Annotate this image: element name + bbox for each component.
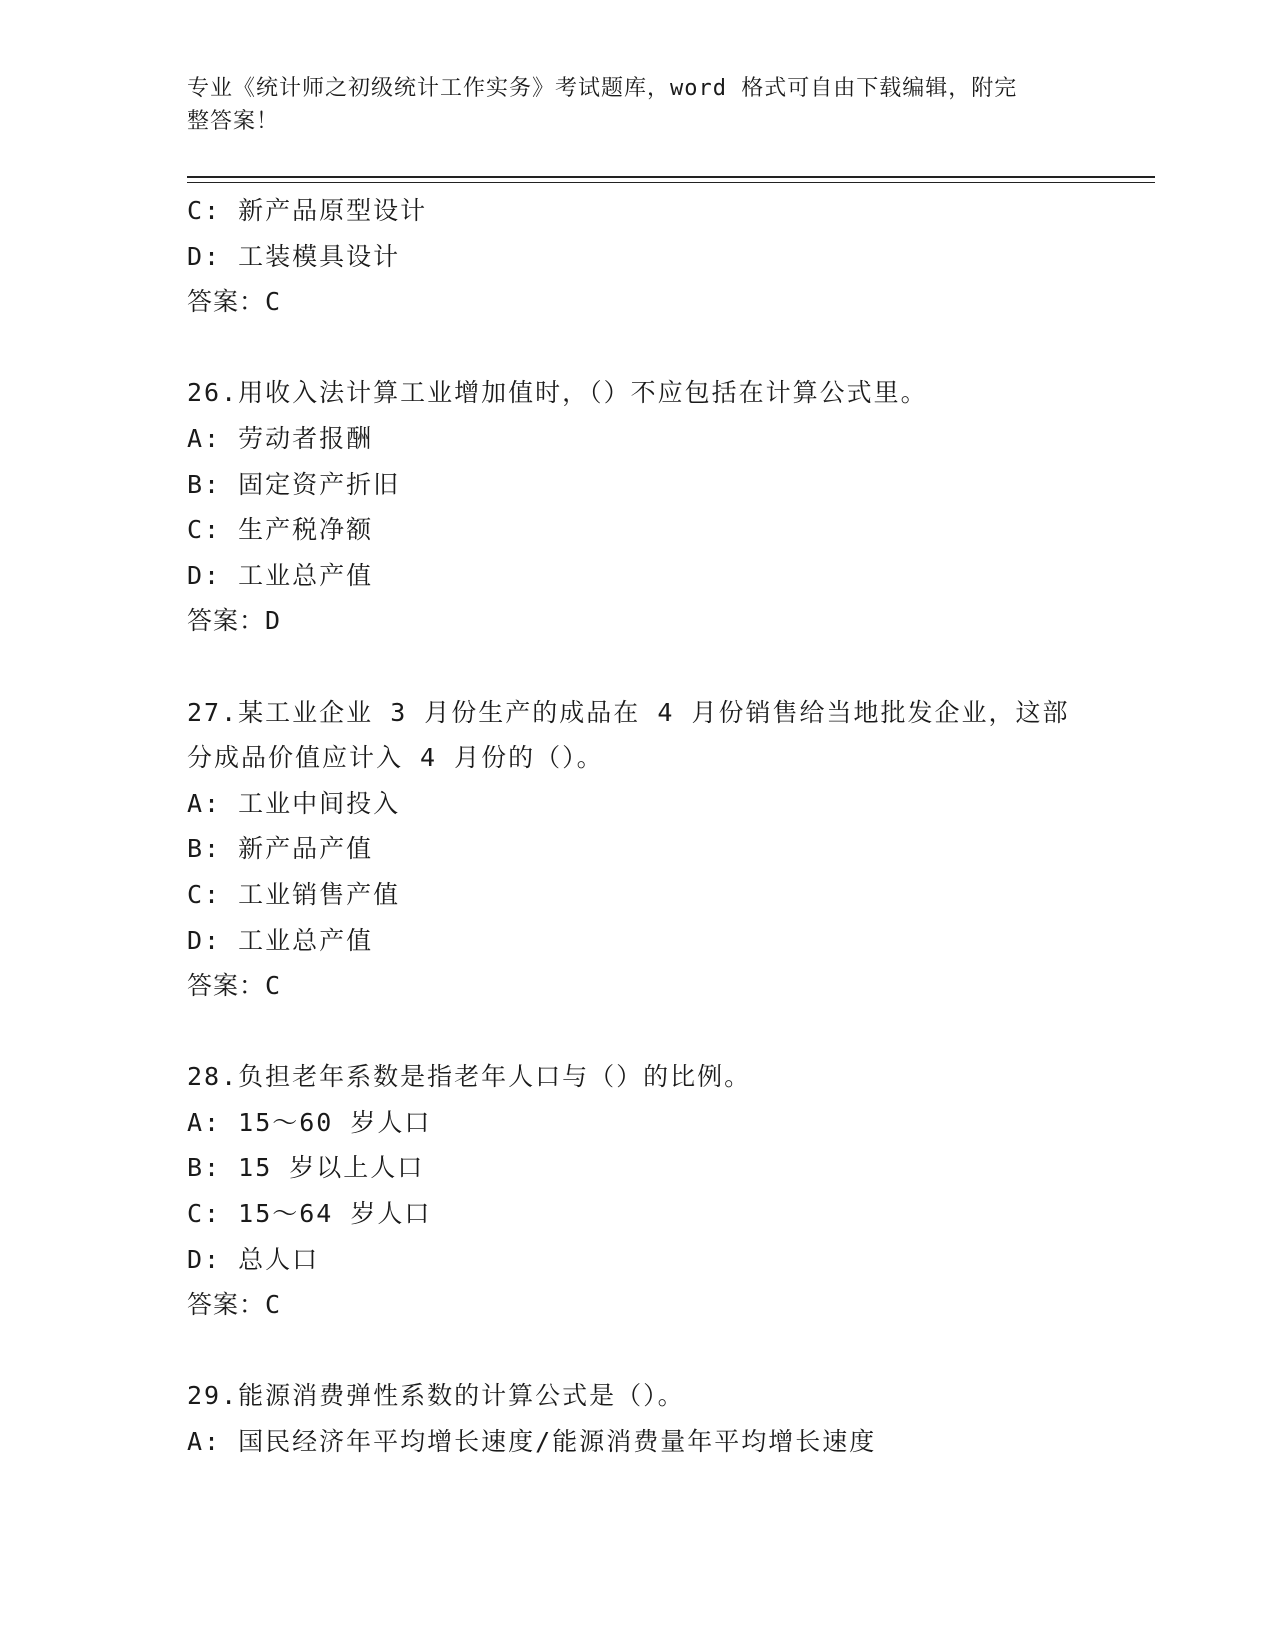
question-stem-line-1: 27.某工业企业 3 月份生产的成品在 4 月份销售给当地批发企业，这部 [187, 697, 1070, 727]
answer-line [187, 1282, 1147, 1328]
question-list [187, 188, 1147, 1465]
answer-label: 答案： [187, 971, 266, 1001]
option-b: B: 固定资产折旧 [187, 469, 401, 499]
question-26 [187, 370, 1147, 644]
answer-line [187, 598, 1147, 644]
option-d: D: 总人口 [187, 1244, 320, 1274]
answer-label: 答案： [187, 606, 266, 636]
option-d: D: 工业总产值 [187, 560, 374, 590]
option-d: D: 工装模具设计 [187, 241, 401, 271]
option-b: B: 新产品产值 [187, 834, 374, 864]
header-line-2: 整答案！ [187, 109, 280, 134]
option-d: D: 工业总产值 [187, 925, 374, 955]
answer-label: 答案： [187, 1290, 266, 1320]
answer-value: C [265, 287, 282, 317]
question-stem: 28.负担老年系数是指老年人口与（）的比例。 [187, 1062, 752, 1092]
question-stem-line-2: 分成品价值应计入 4 月份的（）。 [187, 743, 604, 773]
question-27 [187, 690, 1147, 1009]
option-a: A: 工业中间投入 [187, 788, 401, 818]
question-29 [187, 1373, 1147, 1464]
answer-value: D [265, 606, 282, 636]
question-stem: 29.能源消费弹性系数的计算公式是（）。 [187, 1381, 685, 1411]
document-header [187, 72, 1067, 138]
answer-line [187, 963, 1147, 1009]
answer-line [187, 279, 1147, 325]
option-c: C: 15～64 岁人口 [187, 1199, 432, 1229]
option-a: A: 15～60 岁人口 [187, 1107, 432, 1137]
carryover-block [187, 188, 1147, 325]
option-c: C: 工业销售产值 [187, 879, 401, 909]
option-a: A: 劳动者报酬 [187, 423, 374, 453]
option-c: C: 生产税净额 [187, 515, 374, 545]
option-b: B: 15 岁以上人口 [187, 1153, 425, 1183]
header-line-1: 专业《统计师之初级统计工作实务》考试题库，word 格式可自由下载编辑，附完 [187, 76, 1018, 101]
question-28 [187, 1054, 1147, 1328]
question-stem: 26.用收入法计算工业增加值时，（）不应包括在计算公式里。 [187, 378, 928, 408]
answer-value: C [265, 1290, 282, 1320]
option-c: C: 新产品原型设计 [187, 196, 428, 225]
answer-label: 答案： [187, 287, 266, 317]
header-rule-thick [187, 176, 1155, 178]
answer-value: C [265, 971, 282, 1001]
option-a: A: 国民经济年平均增长速度/能源消费量年平均增长速度 [187, 1427, 877, 1457]
header-rule-thin [187, 182, 1155, 183]
